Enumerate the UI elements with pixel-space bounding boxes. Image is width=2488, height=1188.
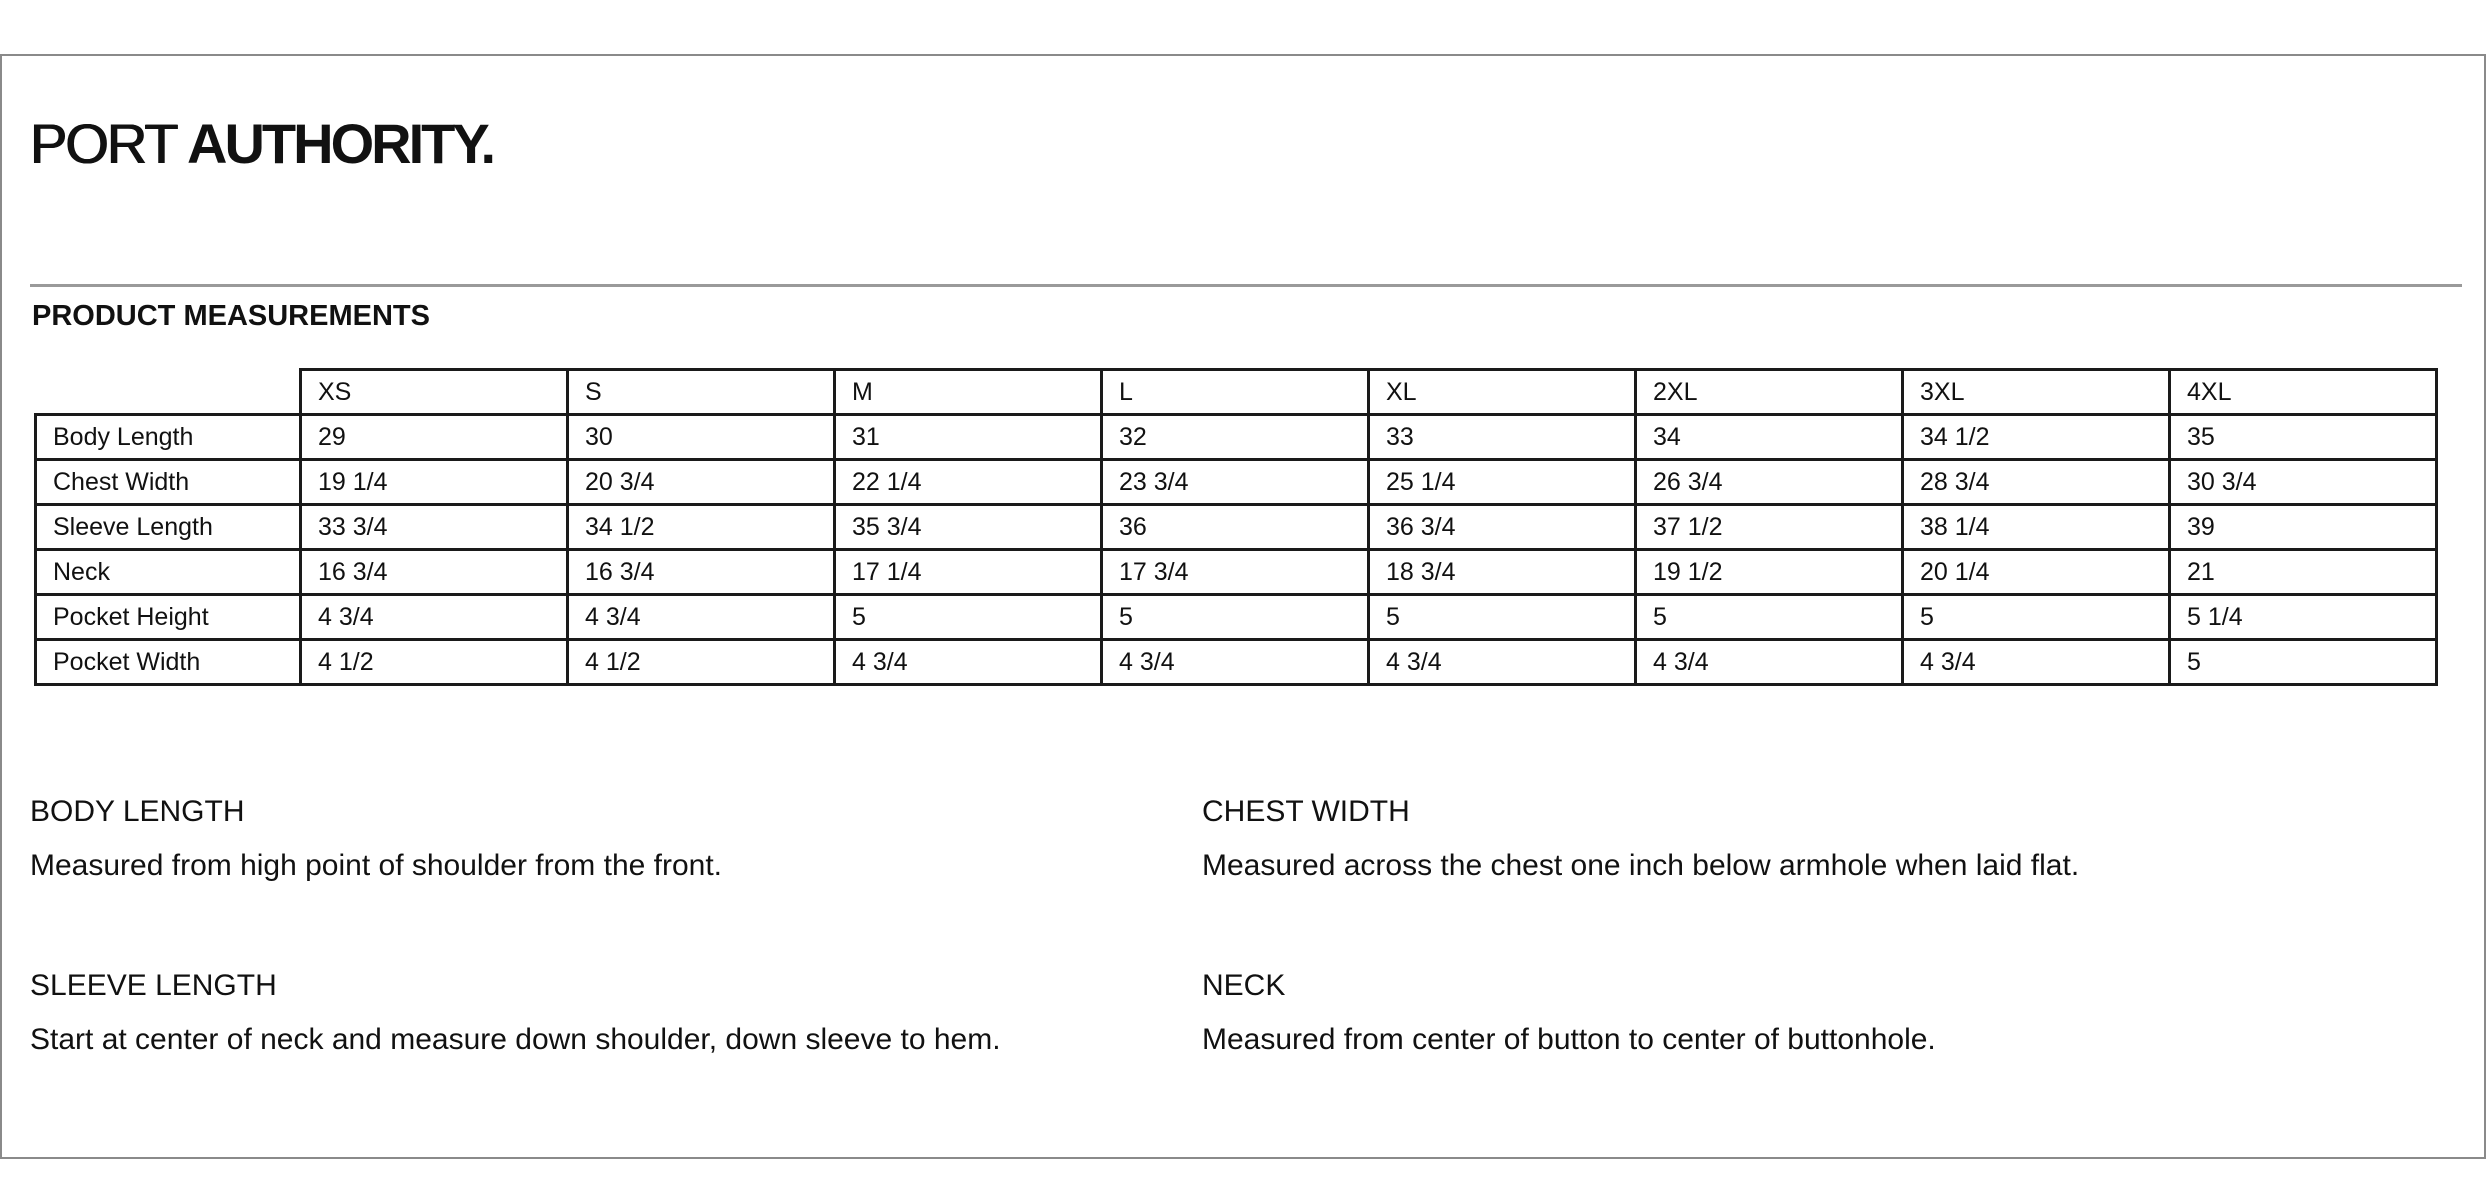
table-cell: 5 1/4 [2170, 595, 2437, 640]
table-cell: 4 3/4 [835, 640, 1102, 685]
table-cell: 31 [835, 415, 1102, 460]
table-cell: 4 3/4 [301, 595, 568, 640]
row-label: Chest Width [36, 460, 301, 505]
table-cell: 32 [1102, 415, 1369, 460]
logo-word-authority: AUTHORITY [187, 112, 481, 175]
table-row [36, 640, 2437, 685]
size-header-cell: 4XL [2170, 370, 2437, 415]
table-cell: 5 [1369, 595, 1636, 640]
definition-text-chest-width: Measured across the chest one inch below armhole when laid flat. [1202, 849, 2080, 882]
row-label: Pocket Height [36, 595, 301, 640]
size-header-cell: M [835, 370, 1102, 415]
table-cell: 20 1/4 [1903, 550, 2170, 595]
definition-text-sleeve-length: Start at center of neck and measure down shoulder, down sleeve to hem. [30, 1023, 1001, 1056]
table-row [36, 550, 2437, 595]
table-cell: 35 3/4 [835, 505, 1102, 550]
table-cell: 4 1/2 [568, 640, 835, 685]
table-cell: 30 3/4 [2170, 460, 2437, 505]
size-header-cell: 3XL [1903, 370, 2170, 415]
size-header-row [36, 370, 2437, 415]
definition-text-neck: Measured from center of button to center of buttonhole. [1202, 1023, 1936, 1056]
size-header-cell: S [568, 370, 835, 415]
table-cell: 5 [1903, 595, 2170, 640]
table-cell: 26 3/4 [1636, 460, 1903, 505]
size-header-cell: XS [301, 370, 568, 415]
row-label: Body Length [36, 415, 301, 460]
table-cell: 30 [568, 415, 835, 460]
size-chart-sheet [0, 54, 2486, 1159]
table-cell: 33 3/4 [301, 505, 568, 550]
table-cell: 29 [301, 415, 568, 460]
table-cell: 5 [1102, 595, 1369, 640]
table-cell: 19 1/2 [1636, 550, 1903, 595]
table-cell: 36 [1102, 505, 1369, 550]
size-header-cell: 2XL [1636, 370, 1903, 415]
table-cell: 5 [2170, 640, 2437, 685]
row-label: Neck [36, 550, 301, 595]
table-cell: 37 1/2 [1636, 505, 1903, 550]
definition-heading-body-length: BODY LENGTH [30, 795, 245, 828]
port-authority-logo [30, 114, 493, 174]
table-corner-cell [36, 370, 301, 415]
table-cell: 23 3/4 [1102, 460, 1369, 505]
table-cell: 34 1/2 [1903, 415, 2170, 460]
definition-heading-sleeve-length: SLEEVE LENGTH [30, 969, 277, 1002]
table-cell: 19 1/4 [301, 460, 568, 505]
table-cell: 5 [1636, 595, 1903, 640]
table-cell: 17 3/4 [1102, 550, 1369, 595]
logo-dot: . [480, 112, 494, 175]
table-cell: 21 [2170, 550, 2437, 595]
table-cell: 28 3/4 [1903, 460, 2170, 505]
table-cell: 38 1/4 [1903, 505, 2170, 550]
table-cell: 34 1/2 [568, 505, 835, 550]
table-cell: 4 1/2 [301, 640, 568, 685]
table-cell: 22 1/4 [835, 460, 1102, 505]
table-cell: 18 3/4 [1369, 550, 1636, 595]
table-cell: 4 3/4 [568, 595, 835, 640]
definition-heading-neck: NECK [1202, 969, 1286, 1002]
size-header-cell: XL [1369, 370, 1636, 415]
table-cell: 39 [2170, 505, 2437, 550]
table-cell: 34 [1636, 415, 1903, 460]
definition-text-body-length: Measured from high point of shoulder from the front. [30, 849, 723, 882]
row-label: Pocket Width [36, 640, 301, 685]
table-cell: 4 3/4 [1903, 640, 2170, 685]
table-cell: 36 3/4 [1369, 505, 1636, 550]
table-cell: 25 1/4 [1369, 460, 1636, 505]
header-divider [30, 284, 2462, 287]
table-cell: 33 [1369, 415, 1636, 460]
table-row [36, 505, 2437, 550]
table-cell: 4 3/4 [1102, 640, 1369, 685]
table-cell: 17 1/4 [835, 550, 1102, 595]
table-cell: 16 3/4 [301, 550, 568, 595]
size-header-cell: L [1102, 370, 1369, 415]
row-label: Sleeve Length [36, 505, 301, 550]
table-cell: 4 3/4 [1636, 640, 1903, 685]
table-row [36, 415, 2437, 460]
table-cell: 5 [835, 595, 1102, 640]
table-cell: 35 [2170, 415, 2437, 460]
logo-word-port: PORT [30, 112, 177, 175]
table-cell: 4 3/4 [1369, 640, 1636, 685]
table-cell: 20 3/4 [568, 460, 835, 505]
table-cell: 16 3/4 [568, 550, 835, 595]
table-row [36, 460, 2437, 505]
table-row [36, 595, 2437, 640]
section-title: PRODUCT MEASUREMENTS [32, 300, 430, 332]
measurements-table [34, 368, 2438, 686]
definition-heading-chest-width: CHEST WIDTH [1202, 795, 1410, 828]
